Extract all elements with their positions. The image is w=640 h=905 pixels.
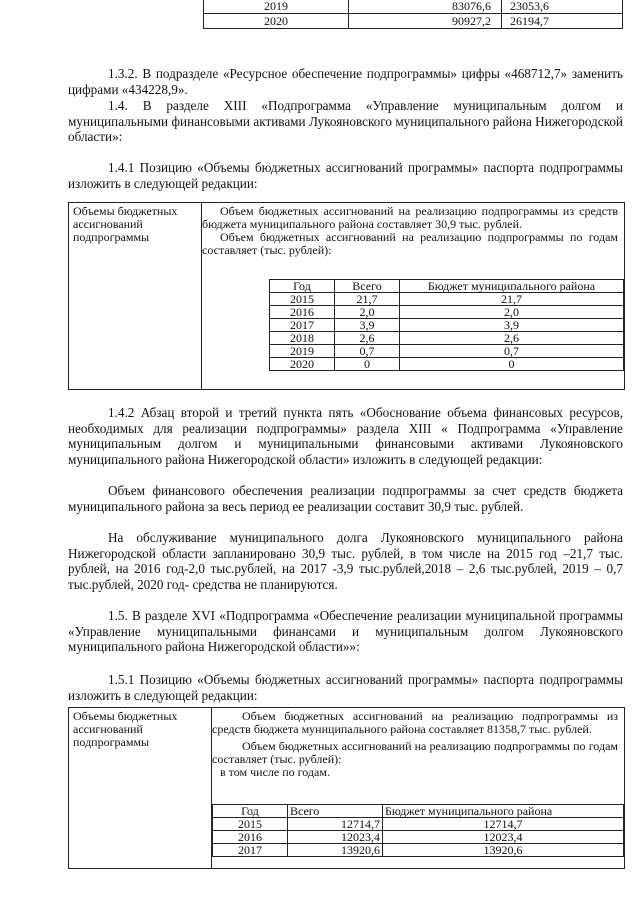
table-header-row bbox=[213, 805, 624, 818]
cell-budget: 2,6 bbox=[400, 332, 624, 345]
header-total: Всего bbox=[288, 805, 383, 818]
cell-total: 21,7 bbox=[335, 293, 400, 306]
header-year: Год bbox=[270, 280, 335, 293]
paragraph-1-3-2: 1.3.2. В подразделе «Ресурсное обеспечение подпрограммы» цифры «468712,7» заменить цифрами «434228,9». bbox=[68, 66, 623, 97]
cell-budget: 2,0 bbox=[400, 306, 624, 319]
cell-budget: 12023,4 bbox=[383, 831, 624, 844]
cell-total: 12023,4 bbox=[288, 831, 383, 844]
cell-total: 83076,6 bbox=[349, 0, 502, 14]
box-text-1: Объем бюджетных ассигнований на реализацию подпрограммы из средств бюджета муниципального района составляет 81358,7 тыс. рублей. bbox=[212, 709, 618, 736]
cell-budget: 23053,6 bbox=[502, 0, 623, 14]
paragraph-1-5-1: 1.5.1 Позицию «Объемы бюджетных ассигнований программы» паспорта подпрограммы изложить в следующей редакции: bbox=[68, 672, 623, 703]
cell-budget: 21,7 bbox=[400, 293, 624, 306]
table-row bbox=[213, 844, 624, 857]
cell-year: 2015 bbox=[213, 818, 288, 831]
cell-budget: 0 bbox=[400, 358, 624, 371]
years-table-2 bbox=[212, 804, 624, 857]
cell-total: 12714,7 bbox=[288, 818, 383, 831]
cell-total: 0 bbox=[335, 358, 400, 371]
table-row bbox=[270, 332, 624, 345]
cell-year: 2017 bbox=[270, 319, 335, 332]
cell-year: 2017 bbox=[213, 844, 288, 857]
cell-year: 2020 bbox=[204, 14, 349, 29]
cell-budget: 0,7 bbox=[400, 345, 624, 358]
box-label: Объемы бюджетных ассигнований подпрограммы bbox=[69, 708, 212, 868]
cell-year: 2016 bbox=[270, 306, 335, 319]
cell-budget: 13920,6 bbox=[383, 844, 624, 857]
paragraph-1-4-2: 1.4.2 Абзац второй и третий пункта пять «Обоснование объема финансовых ресурсов, необходимых для реализации подпрограммы» раздела XIII « Подпрограмма «Управление муниципальным долгом и муниципальными финансовыми активами Лукояновского муниципального района Нижегородской области» изложить в следующей редакции: bbox=[68, 405, 623, 467]
cell-total: 2,0 bbox=[335, 306, 400, 319]
cell-total: 90927,2 bbox=[349, 14, 502, 29]
cell-total: 3,9 bbox=[335, 319, 400, 332]
cell-budget: 26194,7 bbox=[502, 14, 623, 29]
header-budget: Бюджет муниципального района bbox=[383, 805, 624, 818]
table-header-row bbox=[270, 280, 624, 293]
paragraph-1-4-2-a: Объем финансового обеспечения реализации подпрограммы за счет средств бюджета муниципального района за весь период ее реализации составит 30,9 тыс. рублей. bbox=[68, 483, 623, 514]
box-text-2: Объем бюджетных ассигнований на реализацию подпрограммы по годам составляет (тыс. рублей): bbox=[212, 739, 618, 766]
paragraph-1-4-1: 1.4.1 Позицию «Объемы бюджетных ассигнований программы» паспорта подпрограммы изложить в следующей редакции: bbox=[68, 160, 623, 191]
cell-budget: 12714,7 bbox=[383, 818, 624, 831]
cell-budget: 3,9 bbox=[400, 319, 624, 332]
header-year: Год bbox=[213, 805, 288, 818]
box-label: Объемы бюджетных ассигнований подпрограммы bbox=[69, 203, 202, 389]
years-table-1 bbox=[269, 279, 624, 371]
table-row bbox=[270, 345, 624, 358]
table-row bbox=[270, 358, 624, 371]
table-row bbox=[204, 14, 623, 29]
box-text-3: в том числе по годам. bbox=[220, 765, 330, 779]
cell-year: 2019 bbox=[270, 345, 335, 358]
cell-year: 2016 bbox=[213, 831, 288, 844]
header-budget: Бюджет муниципального района bbox=[400, 280, 624, 293]
paragraph-1-4-2-b: На обслуживание муниципального долга Лукояновского муниципального района Нижегородской области запланировано 30,9 тыс. рублей, в том числе на 2015 год –21,7 тыс. рублей, на 2016 год-2,0 тыс.рублей, на 2017 -3,9 тыс.рублей,2018 – 2,6 тыс.рублей, 2019 – 0,7 тыс.рублей, 2020 год- средства не планируются. bbox=[68, 530, 623, 592]
cell-year: 2015 bbox=[270, 293, 335, 306]
header-total: Всего bbox=[335, 280, 400, 293]
box-text-1: Объем бюджетных ассигнований на реализацию подпрограммы из средств бюджета муниципального района составляет 30,9 тыс. рублей. bbox=[202, 204, 618, 231]
top-table bbox=[203, 0, 623, 29]
table-row bbox=[213, 818, 624, 831]
box-content bbox=[202, 203, 624, 257]
cell-total: 2,6 bbox=[335, 332, 400, 345]
table-row bbox=[204, 0, 623, 14]
table-row bbox=[270, 319, 624, 332]
cell-total: 13920,6 bbox=[288, 844, 383, 857]
box-content bbox=[212, 708, 624, 779]
paragraph-1-5: 1.5. В разделе XVI «Подпрограмма «Обеспечение реализации муниципальной программы «Управление муниципальными финансами и муниципальным долгом Лукояновского муниципального района Нижегородской области»»: bbox=[68, 608, 623, 654]
cell-year: 2019 bbox=[204, 0, 349, 14]
table-row bbox=[270, 293, 624, 306]
passport-box-2 bbox=[68, 707, 625, 869]
cell-year: 2018 bbox=[270, 332, 335, 345]
box-text-2: Объем бюджетных ассигнований на реализацию подпрограммы по годам составляет (тыс. рублей): bbox=[202, 230, 618, 257]
cell-year: 2020 bbox=[270, 358, 335, 371]
cell-total: 0,7 bbox=[335, 345, 400, 358]
passport-box-1 bbox=[68, 202, 625, 390]
table-row bbox=[270, 306, 624, 319]
paragraph-1-4: 1.4. В разделе XIII «Подпрограмма «Управление муниципальным долгом и муниципальными финансовыми активами Лукояновского муниципального района Нижегородской области»: bbox=[68, 98, 623, 144]
table-row bbox=[213, 831, 624, 844]
